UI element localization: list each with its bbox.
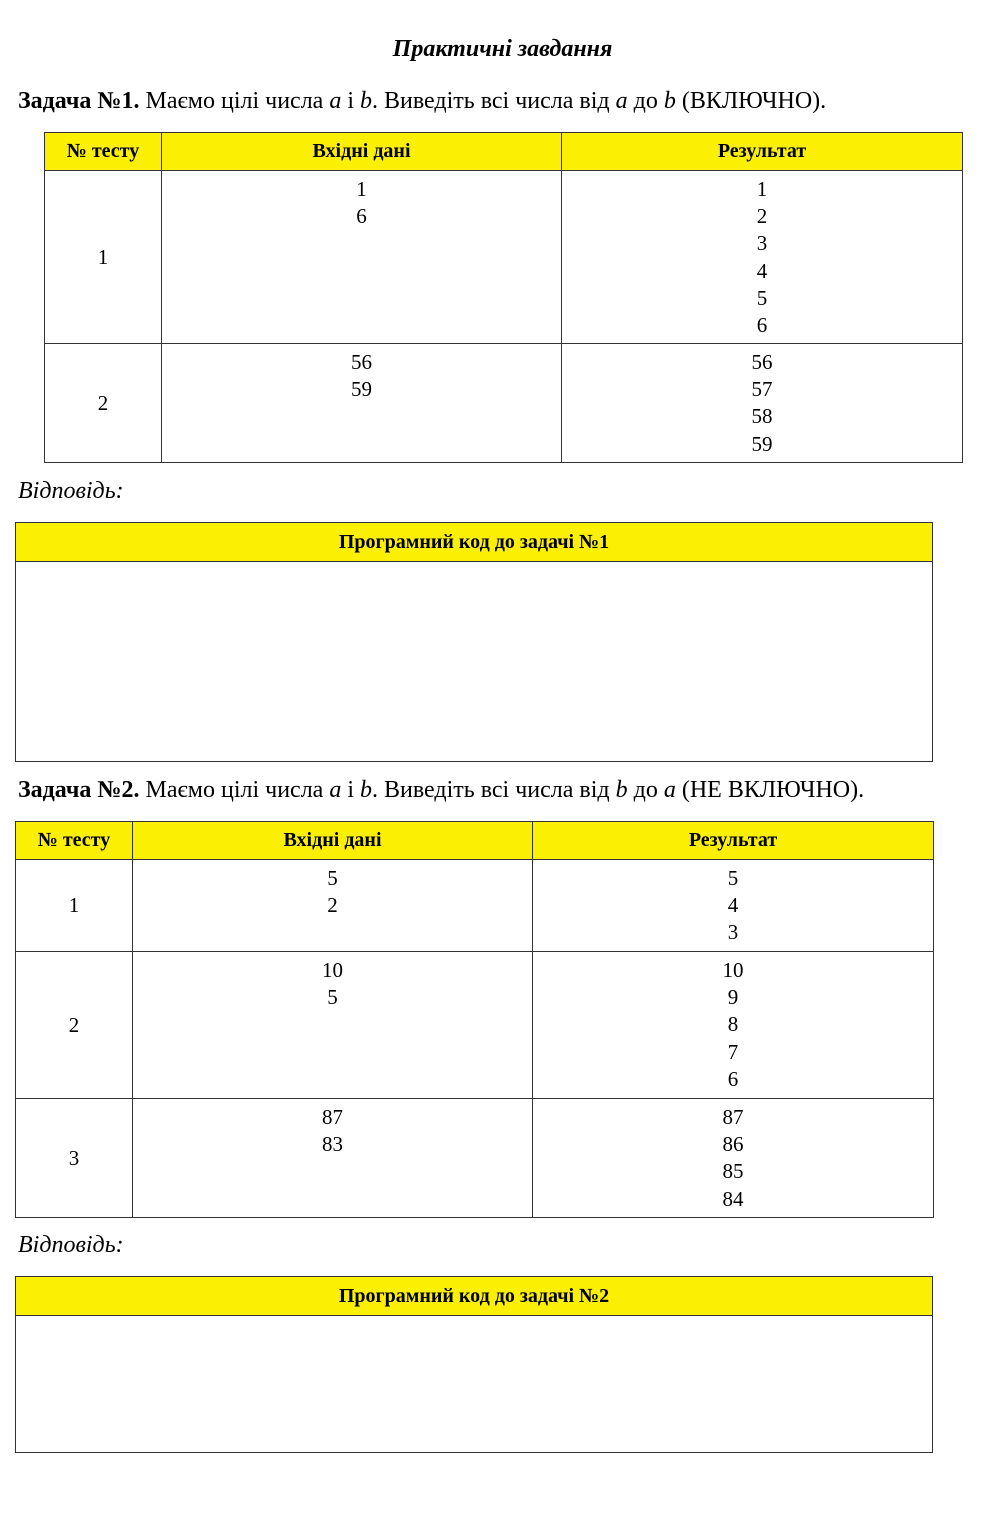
input-cell: [133, 952, 533, 1099]
col-header-test-number: № тесту: [16, 822, 133, 860]
table-header-row: [45, 133, 963, 171]
result-cell: [533, 1099, 934, 1218]
task-1-label: Задача №1.: [18, 88, 140, 114]
task-1-text: і: [341, 88, 361, 114]
task-2-text: . Виведіть всі числа від: [372, 777, 616, 803]
var-a: a: [615, 88, 628, 114]
result-value: 8: [727, 1012, 739, 1037]
result-cell: [533, 952, 934, 1099]
task-1-text: Маємо цілі числа: [145, 88, 330, 114]
var-b: b: [663, 88, 676, 114]
result-value: 84: [722, 1186, 744, 1211]
input-cell: [133, 1099, 533, 1218]
result-value: 7: [727, 1039, 739, 1064]
result-value: 87: [722, 1105, 744, 1129]
var-a: a: [329, 88, 342, 114]
result-value: 5: [727, 866, 739, 890]
result-value: 6: [756, 312, 768, 337]
task-1-test-table: [44, 132, 963, 463]
test-number-cell: 2: [45, 344, 162, 463]
input-value: 87: [322, 1105, 343, 1129]
task-1-text: (ВКЛЮЧНО).: [675, 88, 827, 114]
input-value: 10: [322, 958, 343, 982]
input-value: 2: [327, 893, 338, 918]
result-value: 4: [756, 258, 768, 283]
col-header-input: Вхідні дані: [162, 133, 562, 171]
task-1-text: до: [627, 88, 664, 114]
task-2-statement: [18, 775, 864, 805]
result-value: 3: [756, 231, 768, 256]
task-2-text: і: [341, 777, 361, 803]
answer-label: Відповідь:: [18, 478, 124, 504]
result-value: 1: [756, 177, 768, 201]
table-row: [16, 952, 934, 1099]
result-cell: [533, 860, 934, 952]
var-b: b: [360, 777, 373, 803]
result-value: 9: [727, 985, 739, 1010]
table-row: [16, 860, 934, 952]
task-2-test-table: [15, 821, 934, 1218]
result-value: 56: [751, 350, 773, 374]
var-a: a: [663, 777, 676, 803]
code-answer-box-2[interactable]: [15, 1276, 933, 1453]
table-row: [45, 344, 963, 463]
input-value: 5: [327, 866, 338, 890]
result-cell: [562, 344, 963, 463]
input-value: 1: [356, 177, 367, 201]
table-header-row: [16, 822, 934, 860]
result-value: 2: [756, 204, 768, 229]
result-value: 3: [727, 920, 739, 945]
col-header-input: Вхідні дані: [133, 822, 533, 860]
input-value: 6: [356, 204, 367, 229]
result-cell: [562, 171, 963, 344]
var-b: b: [360, 88, 373, 114]
task-2-label: Задача №2.: [18, 777, 140, 803]
result-value: 10: [722, 958, 744, 982]
input-cell: [133, 860, 533, 952]
answer-label: Відповідь:: [18, 1232, 124, 1258]
var-a: a: [329, 777, 342, 803]
test-number-cell: 3: [16, 1099, 133, 1218]
result-value: 57: [751, 377, 773, 402]
result-value: 58: [751, 404, 773, 429]
test-number-cell: 1: [45, 171, 162, 344]
task-2-text: до: [627, 777, 664, 803]
page-title: Практичні завдання: [392, 36, 613, 62]
input-value: 5: [327, 985, 338, 1010]
col-header-result: Результат: [533, 822, 934, 860]
input-value: 56: [351, 350, 372, 374]
input-cell: [162, 344, 562, 463]
task-2-text: (НЕ ВКЛЮЧНО).: [675, 777, 865, 803]
result-value: 85: [722, 1159, 744, 1184]
code-answer-box-1[interactable]: [15, 522, 933, 762]
var-b: b: [615, 777, 628, 803]
task-2-text: Маємо цілі числа: [145, 777, 330, 803]
result-value: 6: [727, 1066, 739, 1091]
result-value: 86: [722, 1132, 744, 1157]
result-value: 5: [756, 285, 768, 310]
test-number-cell: 1: [16, 860, 133, 952]
task-1-statement: [18, 86, 826, 116]
result-value: 59: [751, 431, 773, 456]
col-header-test-number: № тесту: [45, 133, 162, 171]
test-number-cell: 2: [16, 952, 133, 1099]
col-header-result: Результат: [562, 133, 963, 171]
task-1-text: . Виведіть всі числа від: [372, 88, 616, 114]
input-value: 59: [351, 377, 372, 402]
code-box-header: Програмний код до задачі №1: [16, 523, 932, 562]
table-row: [16, 1099, 934, 1218]
code-box-header: Програмний код до задачі №2: [16, 1277, 932, 1316]
table-row: [45, 171, 963, 344]
input-cell: [162, 171, 562, 344]
result-value: 4: [727, 893, 739, 918]
input-value: 83: [322, 1132, 343, 1157]
